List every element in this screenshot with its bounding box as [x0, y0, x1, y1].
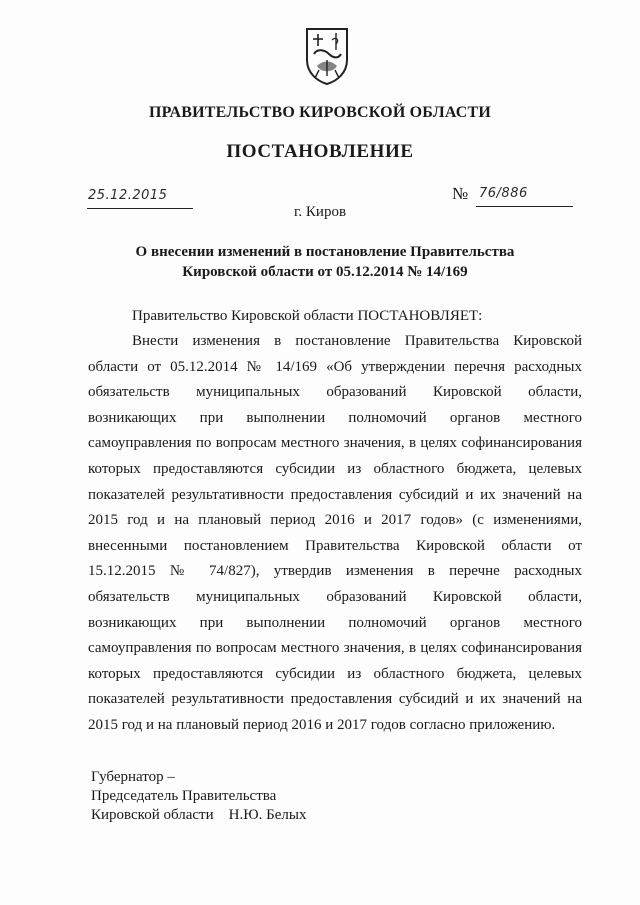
- signature-line-1: Губернатор –: [91, 769, 175, 785]
- signature-line-3: Кировской области Н.Ю. Белых: [91, 807, 307, 823]
- document-subject: [60, 242, 590, 282]
- document-number-value: 76/886: [479, 186, 528, 201]
- subject-line-2: Кировской области от 05.12.2014 № 14/169: [182, 264, 468, 280]
- city: г. Киров: [293, 204, 347, 220]
- government-title: ПРАВИТЕЛЬСТВО КИРОВСКОЙ ОБЛАСТИ: [148, 104, 492, 121]
- document-date-value: 25.12.2015: [88, 188, 168, 203]
- number-sign: №: [452, 184, 469, 203]
- kirov-coat-of-arms-icon: [303, 26, 351, 86]
- signature-block: [91, 768, 306, 825]
- subject-line-1: О внесении изменений в постановление Правительства: [135, 244, 515, 260]
- signature-line-2: Председатель Правительства: [91, 788, 277, 804]
- preamble: Правительство Кировской области ПОСТАНОВЛЯЕТ:: [132, 308, 483, 324]
- body-paragraph: Внести изменения в постановление Правительства Кировской области от 05.12.2014 № 14/169 «Об утверждении перечня расходных обязательств муниципальных образований Кировской области, возникающих при выполнении полномочий органов местного самоуправления по вопросам местного значения, в целях софинансирования которых предоставляются субсидии из областного бюджета, целевых показателей результативности предоставления субсидий и их значений на 2015 год и на плановый период 2016 и 2017 годов» (с изменениями, внесенными постановлением Правительства Кировской области от 15.12.2015 № 74/827), утвердив изменения в перечне расходных обязательств муниципальных образований Кировской области, возникающих при выполнении полномочий органов местного самоуправления по вопросам местного значения, в целях софинансирования которых предоставляются субсидии из областного бюджета, целевых показателей результативности предоставления субсидий и их значений на 2015 год и на плановый период 2016 и 2017 годов согласно приложению.: [88, 333, 582, 733]
- document-type: ПОСТАНОВЛЕНИЕ: [226, 141, 414, 162]
